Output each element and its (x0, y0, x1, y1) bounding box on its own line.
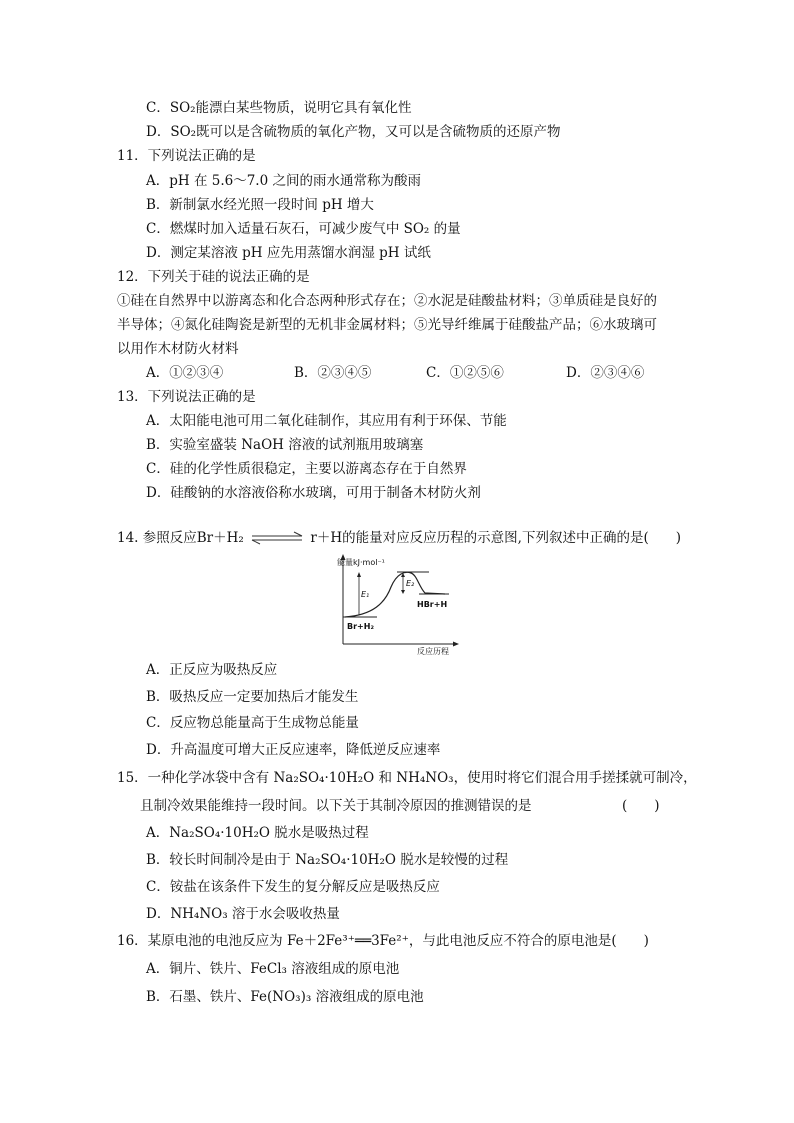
q12-statement-line-1: ①硅在自然界中以游离态和化合态两种形式存在；②水泥是硅酸盐材料；③单质硅是良好的 (117, 293, 657, 309)
q13-stem: 13．下列说法正确的是 (117, 389, 256, 405)
q14-option-c: C．反应物总能量高于生成物总能量 (146, 715, 359, 731)
q14-stem (117, 528, 681, 548)
q15-stem-line-1: 15．一种化学冰袋中含有 Na₂SO₄·10H₂O 和 NH₄NO₃，使用时将它们混合用手搓揉就可制冷， (117, 770, 697, 786)
q10-option-d: D．SO₂既可以是含硫物质的氧化产物，又可以是含硫物质的还原产物 (146, 124, 561, 140)
q12-option-d: D．②③④⑥ (566, 365, 645, 381)
q15-option-c: C．铵盐在该条件下发生的复分解反应是吸热反应 (146, 879, 440, 895)
q14-stem-part-b: r＋H的能量对应反应历程的示意图,下列叙述中正确的是( ) (310, 530, 681, 546)
q16-option-a: A．铜片、铁片、FeCl₃ 溶液组成的原电池 (146, 961, 400, 977)
q11-option-b: B．新制氯水经光照一段时间 pH 增大 (146, 197, 374, 213)
q12-stem: 12．下列关于硅的说法正确的是 (117, 269, 310, 285)
q15-option-d: D．NH₄NO₃ 溶于水会吸收热量 (146, 906, 340, 922)
e1-arrowhead-icon (357, 572, 361, 577)
reaction-curve (345, 572, 448, 617)
energy-profile-diagram (333, 551, 463, 655)
q12-option-a: A．①②③④ (146, 365, 224, 381)
q15-option-a: A．Na₂SO₄·10H₂O 脱水是吸热过程 (146, 825, 369, 841)
q15-stem-line-2: 且制冷效果能维持一段时间。以下关于其制冷原因的推测错误的是 (140, 798, 532, 814)
q13-option-b: B．实验室盛装 NaOH 溶液的试剂瓶用玻璃塞 (146, 437, 424, 453)
q11-stem: 11．下列说法正确的是 (117, 148, 256, 164)
q13-option-a: A．太阳能电池可用二氧化硅制作，其应用有利于环保、节能 (146, 413, 507, 429)
q10-option-c: C．SO₂能漂白某些物质，说明它具有氧化性 (146, 100, 412, 116)
q12-statement-line-2: 半导体；④氮化硅陶瓷是新型的无机非金属材料；⑤光导纤维属于硅酸盐产品；⑥水玻璃可 (117, 317, 657, 333)
q14-option-a: A．正反应为吸热反应 (146, 662, 278, 678)
q12-option-c: C．①②⑤⑥ (426, 365, 504, 381)
q11-option-d: D．测定某溶液 pH 应先用蒸馏水润湿 pH 试纸 (146, 245, 431, 261)
q13-option-c: C．硅的化学性质很稳定，主要以游离态存在于自然界 (146, 461, 467, 477)
q16-stem: 16．某原电池的电池反应为 Fe＋2Fe³⁺══3Fe²⁺，与此电池反应不符合的原电池是( ) (117, 933, 649, 949)
q11-option-c: C．燃煤时加入适量石灰石，可减少废气中 SO₂ 的量 (146, 221, 461, 237)
reactant-label: Br+H₂ (347, 622, 374, 631)
q16-option-b: B．石墨、铁片、Fe(NO₃)₃ 溶液组成的原电池 (146, 989, 424, 1005)
q14-option-b: B．吸热反应一定要加热后才能发生 (146, 689, 359, 705)
q14-option-d: D．升高温度可增大正反应速率，降低逆反应速率 (146, 742, 441, 758)
q15-option-b: B．较长时间制冷是由于 Na₂SO₄·10H₂O 脱水是较慢的过程 (146, 852, 509, 868)
x-axis-arrow-icon (453, 642, 459, 647)
e1-label: E₁ (361, 590, 370, 599)
q11-option-a: A．pH 在 5.6～7.0 之间的雨水通常称为酸雨 (146, 173, 421, 189)
e2-arrowhead-bottom-icon (401, 590, 405, 594)
q12-statement-line-3: 以用作木材防火材料 (117, 341, 239, 357)
e2-label: E₂ (406, 579, 415, 588)
y-axis-label: 能量kJ·mol⁻¹ (337, 558, 385, 567)
q13-option-d: D．硅酸钠的水溶液俗称水玻璃，可用于制备木材防火剂 (146, 485, 481, 501)
product-label: HBr+H (417, 600, 448, 609)
q15-answer-paren: ( ) (622, 798, 660, 814)
q14-stem-part-a: 14. 参照反应Br＋H₂ (117, 530, 244, 546)
q12-option-b: B．②③④⑤ (294, 365, 372, 381)
x-axis-label: 反应历程 (417, 647, 449, 655)
reversible-arrow-icon (248, 528, 306, 548)
